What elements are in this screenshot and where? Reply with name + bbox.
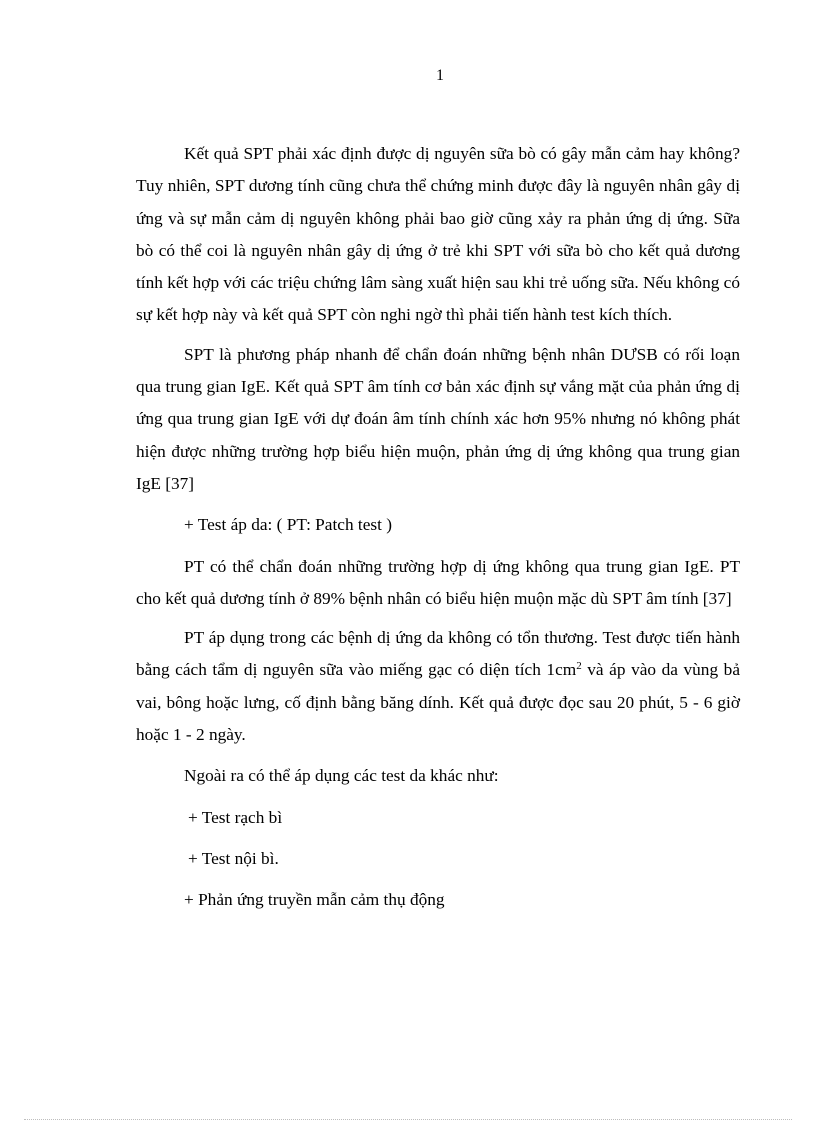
list-item-scratch-test: + Test rạch bì (188, 807, 283, 827)
other-tests-intro: Ngoài ra có thể áp dụng các test da khác như: (184, 766, 499, 786)
pt-procedure-text-end: và áp vào da vùng bả vai, bông hoặc lưng, cố định bằng băng dính. Kết quả được đọc sau 20 phút, 5 - 6 giờ hoặc 1 - 2 ngày. (136, 660, 740, 745)
pt-procedure-text-start: PT áp dụng trong các bệnh dị ứng da không có tổn thương. Test được tiến hành bằng cách tẩm dị nguyên sữa vào miếng gạc có diện tích 1cm (136, 628, 740, 680)
page-number: 1 (436, 67, 444, 84)
patch-test-heading: + Test áp da: ( PT: Patch test ) (184, 515, 392, 535)
list-item-intradermal-test: + Test nội bì. (188, 848, 279, 868)
paragraph-spt-method: SPT là phương pháp nhanh để chẩn đoán những bệnh nhân DƯSB có rối loạn qua trung gian IgE. Kết quả SPT âm tính cơ bản xác định sự vắng mặt của phản ứng dị ứng qua trung gian IgE với dự đoán âm tính chính xác hơn 95% nhưng nó không phát hiện được những trường hợp biểu hiện muộn, phản ứng dị ứng không qua trung gian IgE [37] (136, 344, 740, 493)
paragraph-pt-diagnosis: PT có thể chẩn đoán những trường hợp dị ứng không qua trung gian IgE. PT cho kết quả dương tính ở 89% bệnh nhân có biểu hiện muộn mặc dù SPT âm tính [37] (136, 556, 740, 608)
page-bottom-divider (24, 1119, 792, 1120)
document-body (136, 138, 740, 917)
paragraph-spt-result: Kết quả SPT phải xác định được dị nguyên sữa bò có gây mẫn cảm hay không? Tuy nhiên, SPT dương tính cũng chưa thể chứng minh được đây là nguyên nhân gây dị ứng và sự mẫn cảm dị nguyên không phải bao giờ cũng xảy ra phản ứng dị ứng. Sữa bò có thể coi là nguyên nhân gây dị ứng ở trẻ khi SPT với sữa bò cho kết quả dương tính kết hợp với các triệu chứng lâm sàng xuất hiện sau khi trẻ uống sữa. Nếu không có sự kết hợp này và kết quả SPT còn nghi ngờ thì phải tiến hành test kích thích. (136, 144, 740, 325)
list-item-passive-transfer: + Phản ứng truyền mẫn cảm thụ động (184, 890, 445, 910)
paragraph-pt-procedure (136, 622, 740, 751)
superscript-two: 2 (576, 660, 582, 673)
